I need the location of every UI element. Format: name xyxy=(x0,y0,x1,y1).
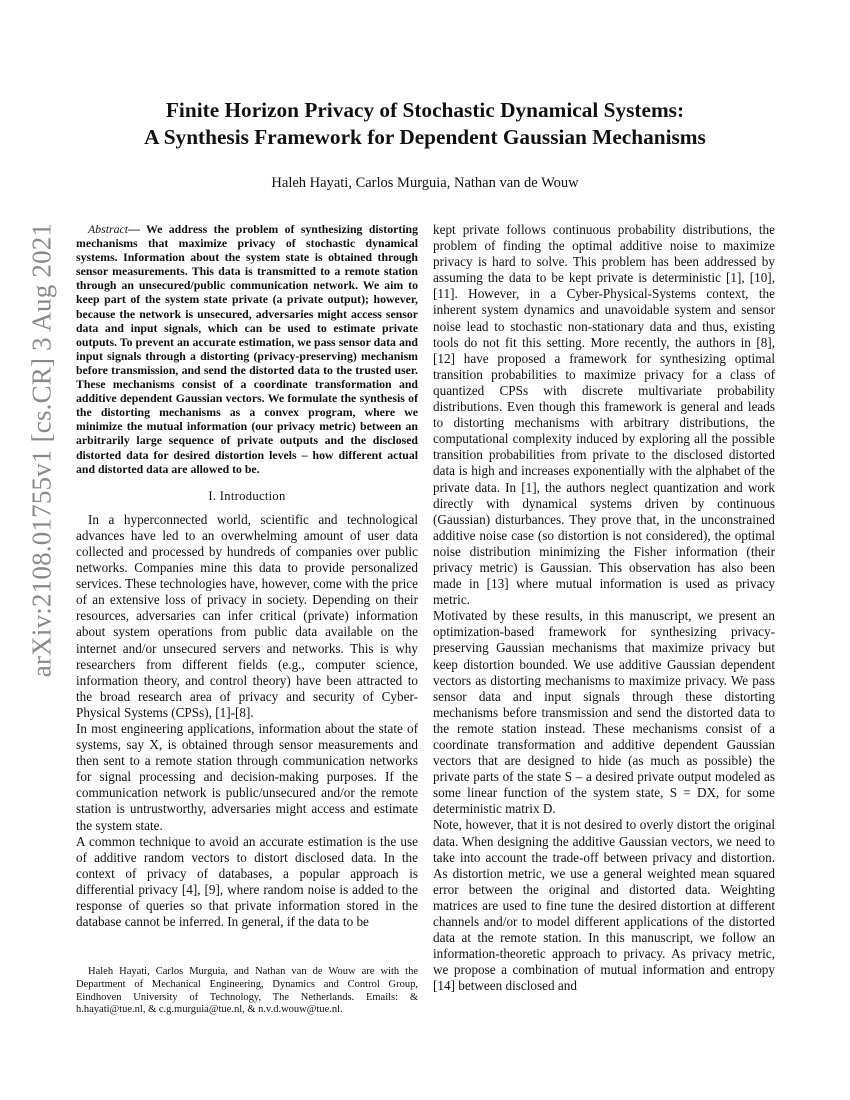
footnote-text: Haleh Hayati, Carlos Murguia, and Nathan van de Wouw are with the Department of Mechanical Engineering, Dynamics and Control Group, Eindhoven University of Technology, The Netherlands. Emails: & h.hayati@tue.nl, & c.g.murguia@tue.nl, & n.v.d.wouw@tue.nl. xyxy=(76,966,418,1016)
intro-paragraph-1: In a hyperconnected world, scientific and technological advances have led to an overwhelming amount of user data collected and processed by hundreds of companies over public networks. Companies mine this data to provide personalized services. These technologies have, however, come with the price of an extensive loss of privacy in society. Depending on their resources, adversaries can infer critical (private) information about system operations from public data available on the internet and/or unsecured servers and networks. This is why researchers from different fields (e.g., computer science, information theory, and control theory) have been attracted to the broad research area of privacy and security of Cyber-Physical Systems (CPSs), [1]-[8]. xyxy=(76,511,418,720)
footnote xyxy=(76,966,418,1017)
intro-paragraph-2: In most engineering applications, information about the state of systems, say X, is obtained through sensor measurements and then sent to a remote station through communication networks for signal processing and decision-making purposes. If the communication network is public/unsecured and/or the remote station is untrustworthy, adversaries might access and estimate the system state. xyxy=(76,721,418,833)
arxiv-stamp xyxy=(22,200,62,700)
intro-paragraph-3: A common technique to avoid an accurate estimation is the use of additive random vectors to distort disclosed data. In the context of privacy of databases, a popular approach is differential privacy [4], [9], where random noise is added to the response of queries so that private information stored in the database cannot be inferred. In general, if the data to be xyxy=(76,833,418,930)
abstract xyxy=(76,222,418,476)
left-column xyxy=(76,222,418,930)
right-paragraph-3: Note, however, that it is not desired to overly distort the original data. When designing the additive Gaussian vectors, we need to take into account the trade-off between privacy and distortion. As distortion metric, we use a general weighted mean squared error between the original and distorted data. Weighting matrices are used to fine tune the desired distortion at different channels and/or to model different applications of the distorted data at the remote station. In this manuscript, we follow an information-theoretic approach to privacy. As privacy metric, we propose a combination of mutual information and entropy [14] between disclosed and xyxy=(433,817,775,994)
right-column xyxy=(433,222,775,995)
section-heading: I. Introduction xyxy=(208,488,286,503)
right-paragraph-2: Motivated by these results, in this manuscript, we present an optimization-based framework for synthesizing privacy-preserving Gaussian mechanisms that maximize privacy but keep distortion bounded. We use additive Gaussian dependent vectors as distorting mechanisms to maximize privacy. We pass sensor data and input signals through these distorting mechanisms before transmission and send the distorted data to the remote station instead. These mechanisms consist of a coordinate transformation and additive dependent Gaussian vectors that are designed to hide (as much as possible) the private parts of the state S – a desired private output modeled as some linear function of the system state, S = DX, for some deterministic matrix D. xyxy=(433,608,775,817)
abstract-text: — We address the problem of synthesizing distorting mechanisms that maximize privacy of stochastic dynamical systems. Information about the system state is obtained through sensor measurements. This data is transmitted to a remote station through an unsecured/public communication network. We aim to keep part of the system state private (a private output); however, because the network is unsecured, adversaries might access sensor data and input signals, which can be used to estimate private outputs. To prevent an accurate estimation, we pass sensor data and input signals through a distorting (privacy-preserving) mechanism before transmission, and send the distorted data to the trusted user. These mechanisms consist of a coordinate transformation and additive dependent Gaussian vectors. We formulate the synthesis of the distorting mechanisms as a convex program, where we minimize the mutual information (our privacy metric) between an arbitrarily large sequence of private outputs and the disclosed distorted data for desired distortion levels – how different actual and distorted data are allowed to be. xyxy=(76,222,418,476)
right-paragraph-1: kept private follows continuous probability distributions, the problem of finding the optimal additive noise to maximize privacy is hard to solve. This problem has been addressed by assuming the data to be kept private is deterministic [1], [10], [11]. However, in a Cyber-Physical-Systems context, the inherent system dynamics and unavoidable system and sensor noise lead to stochastic non-stationary data and thus, existing tools do not fit this setting. More recently, the authors in [8], [12] have proposed a framework for synthesizing optimal transition probabilities to maximize privacy for a class of quantized CPSs with discrete multivariate probability distributions. Even though this framework is general and leads to distorting mechanisms with arbitrary distributions, the computational complexity induced by exploring all the possible transition probabilities from private to the disclosed distorted data is high and increases exponentially with the alphabet of the private data. In [1], the authors neglect quantization and work directly with dynamical systems driven by continuous (Gaussian) disturbances. They prove that, in the unconstrained additive noise case (so distortion is not considered), the optimal noise distribution minimizing the Fisher information (their privacy metric) is Gaussian. This observation has also been made in [13] where mutual information is used as privacy metric. xyxy=(433,222,775,608)
title-line-2: A Synthesis Framework for Dependent Gaussian Mechanisms xyxy=(144,125,706,149)
abstract-label: Abstract xyxy=(88,222,128,236)
arxiv-id: arXiv:2108.01755v1 [cs.CR] 3 Aug 2021 xyxy=(26,222,57,678)
author-list: Haleh Hayati, Carlos Murguia, Nathan van de Wouw xyxy=(271,175,579,191)
paper-title xyxy=(0,97,850,151)
title-line-1: Finite Horizon Privacy of Stochastic Dynamical Systems: xyxy=(165,98,685,122)
